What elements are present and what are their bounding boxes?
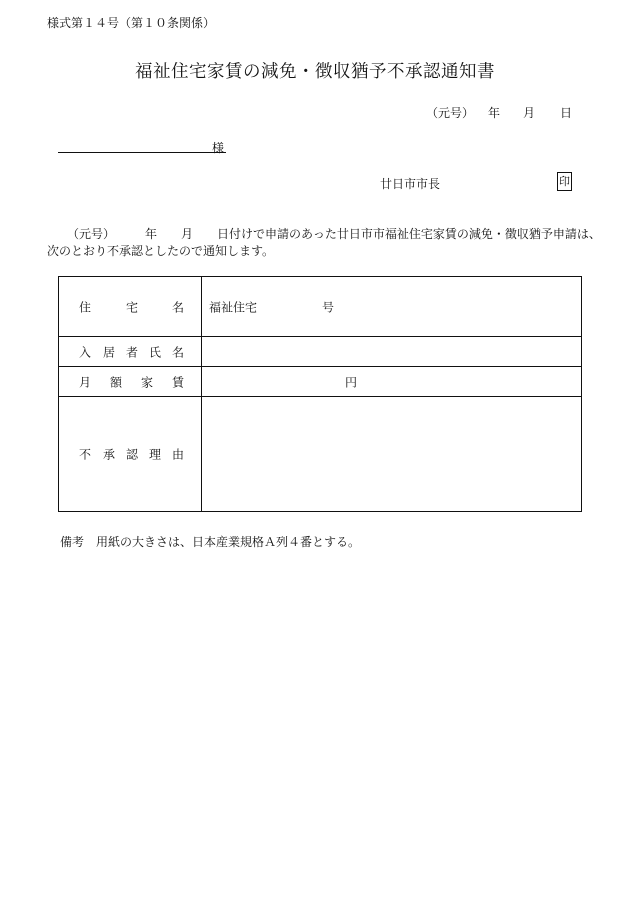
- notice-table: [58, 276, 582, 512]
- body-line-1: [47, 226, 601, 242]
- housing-prefix: 福祉住宅: [209, 300, 258, 314]
- date-era: （元号）: [426, 106, 475, 120]
- body-month: 月: [181, 227, 194, 241]
- remarks-note: 備考 用紙の大きさは、日本産業規格Ａ列４番とする。: [60, 535, 361, 549]
- row-resident-name: [59, 337, 581, 367]
- row-housing-name: [59, 277, 581, 337]
- addressee-line: [58, 152, 226, 153]
- label-housing-name: 住 宅 名: [59, 277, 202, 336]
- rent-unit: 円: [345, 375, 358, 389]
- issuer: 廿日市市長: [380, 177, 441, 191]
- date-year: 年: [488, 106, 501, 120]
- label-resident-name: 入 居 者 氏 名: [59, 337, 202, 366]
- label-monthly-rent: 月 額 家 賃: [59, 367, 202, 396]
- document-title: 福祉住宅家賃の減免・徴収猶予不承認通知書: [135, 62, 495, 82]
- addressee-suffix: 様: [212, 141, 225, 155]
- row-reason: [59, 397, 581, 511]
- body-year: 年: [145, 227, 158, 241]
- housing-number-suffix: 号: [322, 300, 335, 314]
- row-monthly-rent: [59, 367, 581, 397]
- date-day: 日: [560, 106, 573, 120]
- body-era: （元号）: [67, 227, 116, 241]
- label-reason: 不 承 認 理 由: [59, 397, 202, 511]
- body-text-rest: 日付けで申請のあった廿日市市福祉住宅家賃の減免・徴収猶予申請は、: [217, 227, 601, 241]
- date-month: 月: [523, 106, 536, 120]
- form-number: 様式第１４号（第１０条関係）: [47, 16, 216, 30]
- body-line-2: 次のとおり不承認としたので通知します。: [47, 244, 275, 258]
- seal-mark: 印: [557, 172, 572, 191]
